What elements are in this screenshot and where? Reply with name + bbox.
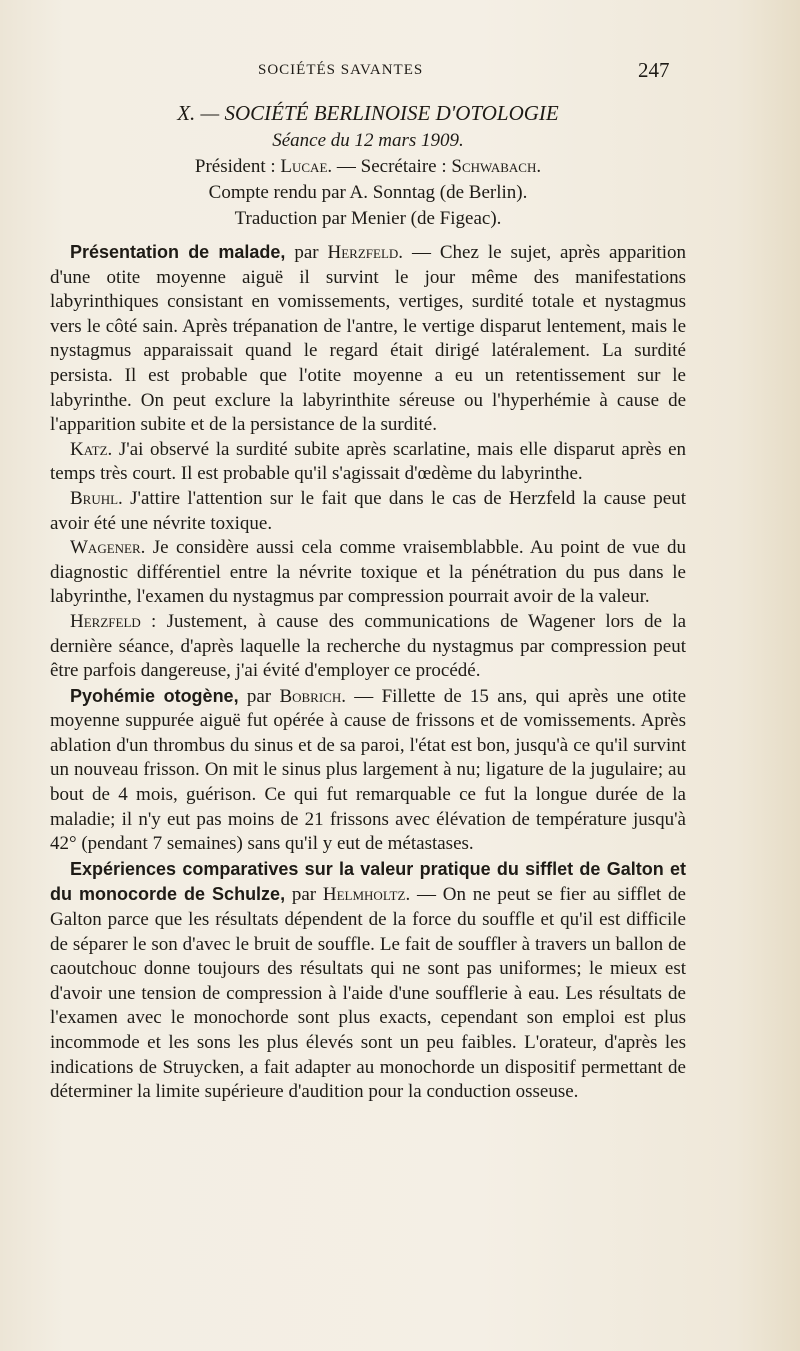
speaker-text: J'ai observé la surdité subite après scarlatine, mais elle disparut après en temps très court. Il est probable qu'il s'agissait d'œdème du labyrinthe. bbox=[50, 438, 687, 485]
item-herzfeld bbox=[50, 240, 686, 438]
item-by: par bbox=[246, 685, 272, 707]
item-by: par bbox=[291, 884, 317, 906]
item-title: Présentation de malade, bbox=[70, 242, 286, 262]
item-author: Herzfeld. bbox=[327, 242, 404, 263]
item-helmholtz bbox=[50, 857, 686, 1105]
discussion-wagener bbox=[50, 536, 686, 610]
discussion-herzfeld bbox=[50, 610, 686, 684]
speaker-name: Katz. bbox=[70, 438, 113, 460]
item-text: — On ne peut se fier au sifflet de Galton parce que les résultats dépendent de la force du souffle et qu'il est difficile de séparer le son d'avec le bruit de souffle. Le fait de souffler à travers un ballon de caoutchouc donne toujours des résultats qui ne sont pas uniformes; le mieux est d'avoir une tension de compression à l'aide d'une soufflerie à eau. Les résultats de l'examen avec le monochorde sont plus exacts, cependant son emploi est plus incommode et les sons les plus élevés sont un peu faibles. L'orateur, d'après les indications de Struycken, a fait adapter au monochorde un dispositif permettant de déterminer la limite supérieure d'audition pour la conduction osseuse. bbox=[50, 884, 686, 1103]
translation-line: Traduction par Menier (de Figeac). bbox=[234, 208, 502, 229]
speaker-name: Wagener. bbox=[70, 537, 146, 559]
speaker-text: Justement, à cause des communications de Wagener lors de la dernière séance, d'après laquelle la recherche du nystagmus par compression peut être parfois dangereuse, j'ai évité d'employer ce procédé. bbox=[50, 610, 687, 682]
discussion-bruhl bbox=[50, 487, 686, 536]
running-head: SOCIÉTÉS SAVANTES bbox=[258, 62, 424, 78]
speaker-name: Bruhl. bbox=[70, 487, 123, 509]
page-header bbox=[0, 58, 800, 86]
president-label: Président : bbox=[194, 156, 276, 177]
report-line: Compte rendu par A. Sonntag (de Berlin). bbox=[208, 182, 528, 203]
secretary-name: Schwabach. bbox=[451, 156, 542, 177]
discussion-katz bbox=[50, 438, 686, 487]
speaker-name: Herzfeld : bbox=[70, 610, 157, 632]
item-title: Expériences comparatives sur la valeur pratique du sifflet de Galton et du monocorde de Schulze, bbox=[50, 858, 686, 905]
item-author: Bobrich. bbox=[279, 685, 346, 707]
item-title: Pyohémie otogène, bbox=[70, 685, 239, 706]
session-date: Séance du 12 mars 1909. bbox=[272, 130, 464, 151]
item-bobrich bbox=[50, 684, 686, 857]
speaker-text: Je considère aussi cela comme vraisemblabble. Au point de vue du diagnostic différentiel entre la névrite toxique et la pénétration du pus dans le labyrinthe, l'examen du nystagmus par compression pourrait avoir de la valeur. bbox=[50, 537, 687, 608]
officers-line bbox=[50, 154, 686, 180]
item-author: Helmholtz. bbox=[322, 884, 411, 906]
page-body bbox=[50, 100, 686, 1105]
speaker-text: J'attire l'attention sur le fait que dans le cas de Herzfeld la cause peut avoir été une névrite toxique. bbox=[50, 487, 686, 534]
item-text: — Chez le sujet, après apparition d'une otite moyenne aiguë il survint le jour même des manifestations labyrinthiques consistant en vomissements, vertiges, surdité totale et nystagmus vers le côté sain. Après trépanation de l'antre, le vertige disparut lentement, mais le nystagmus apparaissait quand le regard était dirigé latéralement. La surdité persista. Il est probable que l'otite moyenne a eu un retentissement sur le labyrinthe. On peut exclure la labyrinthite séreuse ou l'hyperhémie à cause de l'apparition subite et de la persistance de la surdité. bbox=[50, 242, 687, 436]
item-by: par bbox=[294, 242, 319, 263]
section-heading: X. — SOCIÉTÉ BERLINOISE D'OTOLOGIE bbox=[177, 101, 559, 125]
item-text: — Fillette de 15 ans, qui après une otite moyenne suppurée aiguë fut opérée à cause de frissons et de vomissements. Après ablation d'un thrombus du sinus et de sa paroi, l'état est bon, jusqu'à ce qu'il survint un nouveau frisson. On mit le sinus plus largement à nu; ligature de la jugulaire; au bout de 4 mois, guérison. Ce qui fut remarquable ce fut la longue durée de la maladie; il n'y eut pas moins de 21 frissons avec élévation de température jusqu'à 42° (pendant 7 semaines) sans qu'il y eut de métastases. bbox=[50, 685, 687, 855]
president-name: Lucae. bbox=[280, 156, 333, 177]
secretary-label: — Secrétaire : bbox=[336, 156, 447, 177]
page-number: 247 bbox=[638, 58, 670, 82]
